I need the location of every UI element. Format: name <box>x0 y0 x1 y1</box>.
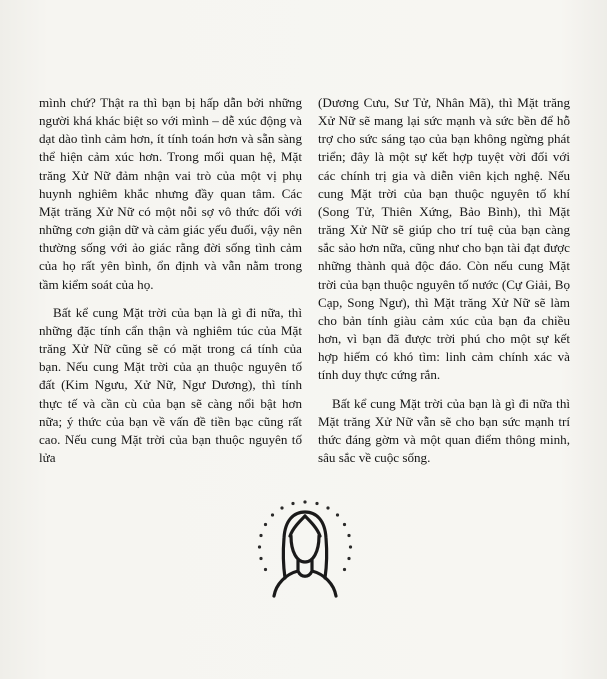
left-paragraph-1: mình chứ? Thật ra thì bạn bị hấp dẫn bởi những người khá khác biệt so với mình – dễ xúc động và dạt dào tình cảm hơn, ít tính toán hơn và sẵn sàng thể hiện cảm xúc hơn. Trong mối quan hệ, Mặt trăng Xử Nữ đảm nhận vai trò của một vị phụ huynh nghiêm khắc nhưng đầy quan tâm. Các Mặt trăng Xử Nữ có một nỗi sợ vô thức đối với những cơn giận dữ và cảm giác yếu đuối, vậy nên thường sống với ảo giác rằng đời sống tình cảm của họ rất yên bình, ổn định và vẫn nằm trong tầm kiểm soát của họ. <box>39 95 302 292</box>
right-text-column <box>318 94 570 467</box>
woman-portrait-icon <box>250 492 360 602</box>
left-paragraph-2: Bất kể cung Mặt trời của bạn là gì đi nữa, thì những đặc tính cẩn thận và nghiêm túc của Mặt trăng Xử Nữ cũng sẽ có mặt trong cá tính của bạn. Nếu cung Mặt trời của ạn thuộc nguyên tố đất (Kim Ngưu, Xử Nữ, Ngư Dương), thì tính thực tế và cần cù của bạn sẽ càng nổi bật hơn nữa; ý thức của bạn về vấn đề tiền bạc cũng rất cao. Nếu cung Mặt trời của bạn thuộc nguyên tố lửa <box>39 304 302 465</box>
woman-figure <box>274 512 336 596</box>
right-paragraph-2: Bất kể cung Mặt trời của bạn là gì đi nữa thì Mặt trăng Xử Nữ vẫn sẽ cho bạn sức mạnh trí thức đáng gờm và một quan điểm thông minh, sâu sắc về cuộc sống. <box>318 395 570 465</box>
left-text-column <box>39 94 302 467</box>
right-paragraph-1: (Dương Cưu, Sư Tử, Nhân Mã), thì Mặt trăng Xử Nữ sẽ mang lại sức mạnh và sức bền để hỗ trợ cho sức sáng tạo của bạn không ngừng phát triển; đây là một sự kết hợp tuyệt vời đối với các chính trị gia và diễn viên kịch nghệ. Nếu cung Mặt trời của bạn thuộc nguyên tố khí (Song Tử, Thiên Xứng, Bảo Bình), thì Mặt trăng Xử Nữ sẽ giúp cho trí tuệ của bạn càng sắc sảo hơn nữa, cũng như cho bạn tài đạt được những thành quả độc đáo. Còn nếu cung Mặt trời của bạn thuộc nguyên tố nước (Cự Giải, Bọ Cạp, Song Ngư), thì Mặt trăng Xử Nữ sẽ làm cho bản tính giàu cảm xúc của bạn đa chiều hơn, vì bạn đã được trời phú cho một sự kết hợp hiếm có khó tìm: linh cảm chính xác và tính duy thực cứng rắn. <box>318 95 570 383</box>
portrait-illustration <box>250 492 360 602</box>
